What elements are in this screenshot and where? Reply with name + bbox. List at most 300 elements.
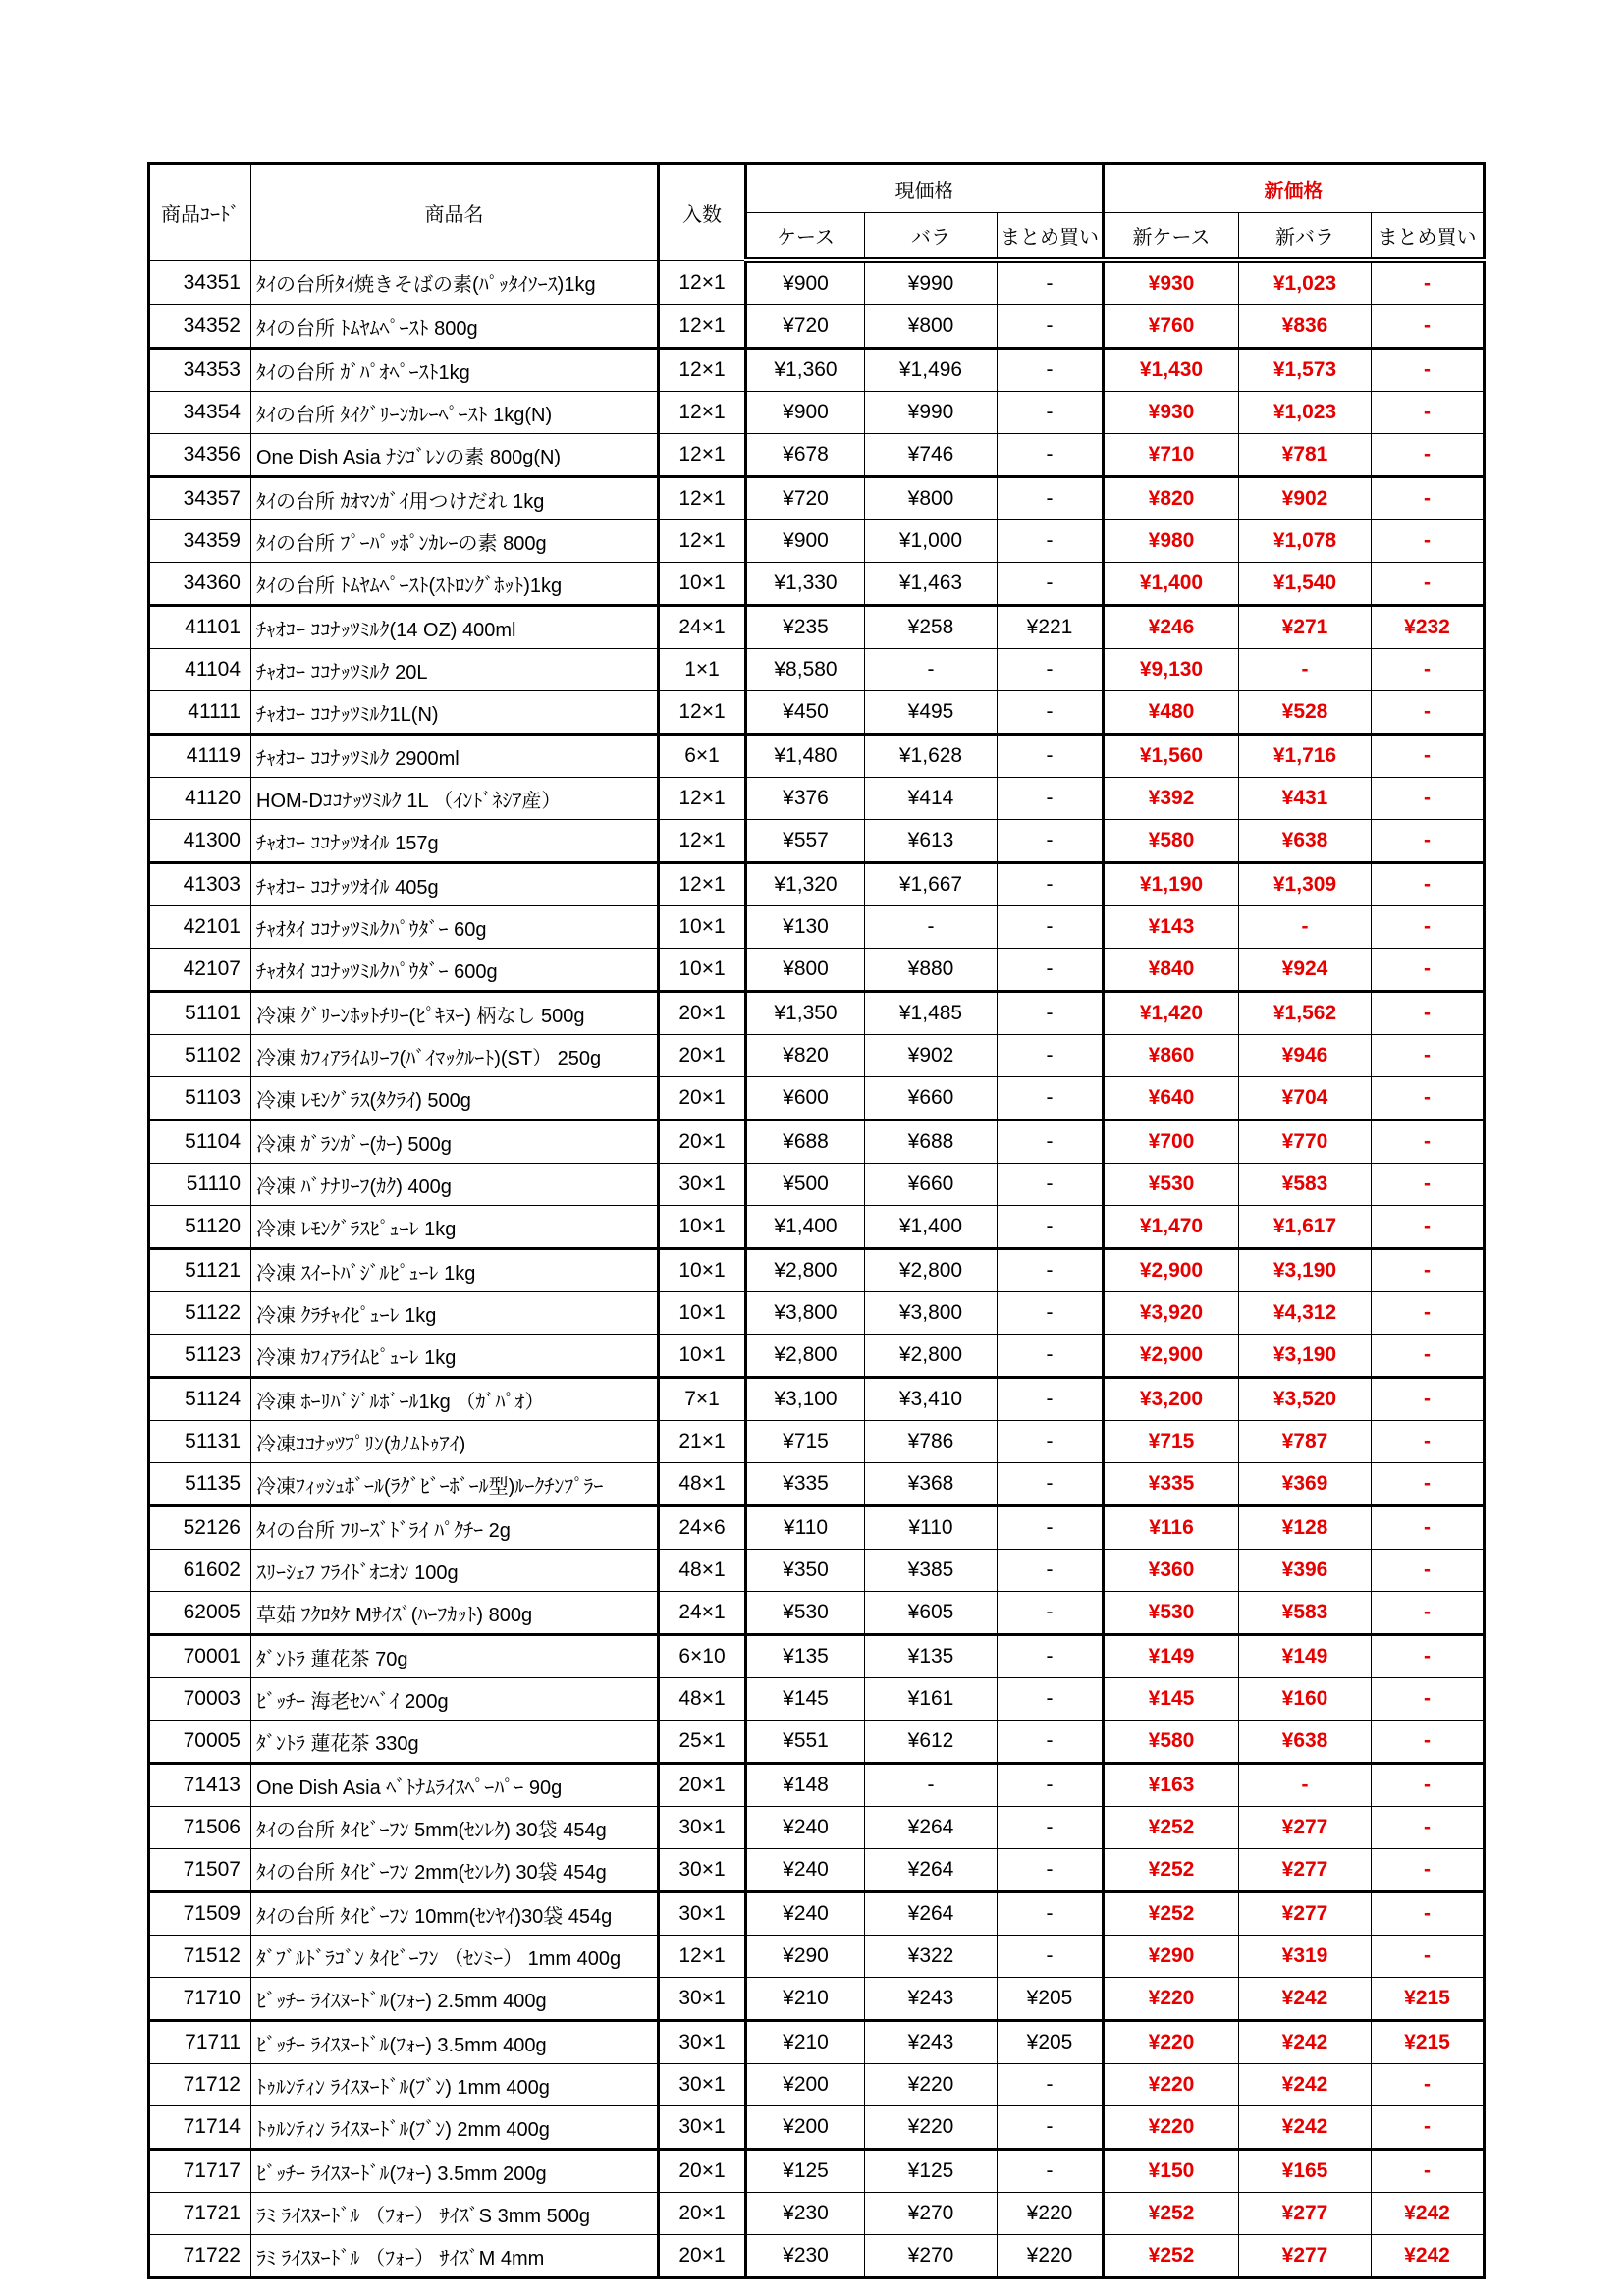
quantity-cell: 20×1 xyxy=(659,1035,746,1077)
header-new-bara: 新バラ xyxy=(1239,213,1372,261)
new-bara-price-cell: ¥528 xyxy=(1239,691,1372,735)
table-row xyxy=(149,1721,1485,1764)
quantity-cell: 10×1 xyxy=(659,563,746,606)
new-bara-price-cell: ¥638 xyxy=(1239,820,1372,863)
current-case-price-cell: ¥1,400 xyxy=(746,1206,865,1249)
current-bara-price-cell: ¥2,800 xyxy=(865,1249,998,1292)
table-row xyxy=(149,649,1485,691)
new-bara-price-cell: ¥1,716 xyxy=(1239,735,1372,778)
new-bara-price-cell: ¥4,312 xyxy=(1239,1292,1372,1335)
current-bulk-price-cell: - xyxy=(998,1849,1104,1892)
new-case-price-cell: ¥820 xyxy=(1104,477,1239,520)
new-case-price-cell: ¥930 xyxy=(1104,260,1239,305)
table-row xyxy=(149,863,1485,906)
table-row xyxy=(149,735,1485,778)
current-case-price-cell: ¥720 xyxy=(746,477,865,520)
quantity-cell: 12×1 xyxy=(659,349,746,392)
current-bulk-price-cell: - xyxy=(998,949,1104,992)
new-bara-price-cell: ¥396 xyxy=(1239,1550,1372,1592)
current-case-price-cell: ¥3,100 xyxy=(746,1378,865,1421)
table-row xyxy=(149,1807,1485,1849)
table-row xyxy=(149,606,1485,649)
current-bulk-price-cell: - xyxy=(998,1678,1104,1721)
table-row xyxy=(149,392,1485,434)
current-bulk-price-cell: - xyxy=(998,1936,1104,1978)
new-bara-price-cell: ¥902 xyxy=(1239,477,1372,520)
table-row xyxy=(149,1592,1485,1635)
new-bulk-price-cell: - xyxy=(1372,1936,1485,1978)
new-case-price-cell: ¥163 xyxy=(1104,1764,1239,1807)
current-bara-price-cell: - xyxy=(865,906,998,949)
new-case-price-cell: ¥1,560 xyxy=(1104,735,1239,778)
quantity-cell: 12×1 xyxy=(659,260,746,305)
current-bara-price-cell: ¥1,628 xyxy=(865,735,998,778)
current-case-price-cell: ¥715 xyxy=(746,1421,865,1463)
current-bulk-price-cell: - xyxy=(998,1721,1104,1764)
new-bulk-price-cell: - xyxy=(1372,992,1485,1035)
current-bulk-price-cell: - xyxy=(998,1892,1104,1936)
current-case-price-cell: ¥125 xyxy=(746,2150,865,2193)
new-case-price-cell: ¥360 xyxy=(1104,1550,1239,1592)
current-bulk-price-cell: - xyxy=(998,1764,1104,1807)
quantity-cell: 20×1 xyxy=(659,2193,746,2235)
current-case-price-cell: ¥148 xyxy=(746,1764,865,1807)
product-code-cell: 51123 xyxy=(149,1335,251,1378)
new-case-price-cell: ¥2,900 xyxy=(1104,1249,1239,1292)
table-row xyxy=(149,2106,1485,2150)
new-bulk-price-cell: - xyxy=(1372,1678,1485,1721)
new-case-price-cell: ¥715 xyxy=(1104,1421,1239,1463)
product-name-cell: ﾗﾐ ﾗｲｽﾇｰﾄﾞﾙ （ﾌｫｰ） ｻｲｽﾞM 4mm xyxy=(251,2235,659,2278)
quantity-cell: 48×1 xyxy=(659,1678,746,1721)
current-case-price-cell: ¥551 xyxy=(746,1721,865,1764)
product-name-cell: 冷凍 ｶﾌｨｱﾗｲﾑﾋﾟｭｰﾚ 1kg xyxy=(251,1335,659,1378)
new-bulk-price-cell: - xyxy=(1372,2064,1485,2106)
product-code-cell: 71717 xyxy=(149,2150,251,2193)
current-bara-price-cell: ¥1,667 xyxy=(865,863,998,906)
product-code-cell: 71507 xyxy=(149,1849,251,1892)
header-group-current-price: 現価格 xyxy=(746,164,1104,213)
product-name-cell: ﾁｬｵｺｰ ｺｺﾅｯﾂﾐﾙｸ(14 OZ) 400ml xyxy=(251,606,659,649)
product-code-cell: 62005 xyxy=(149,1592,251,1635)
table-row xyxy=(149,434,1485,477)
quantity-cell: 12×1 xyxy=(659,691,746,735)
new-bulk-price-cell: - xyxy=(1372,1206,1485,1249)
product-code-cell: 71512 xyxy=(149,1936,251,1978)
current-bulk-price-cell: - xyxy=(998,863,1104,906)
new-case-price-cell: ¥1,190 xyxy=(1104,863,1239,906)
new-bara-price-cell: ¥149 xyxy=(1239,1635,1372,1678)
current-bara-price-cell: ¥110 xyxy=(865,1506,998,1550)
new-case-price-cell: ¥116 xyxy=(1104,1506,1239,1550)
current-case-price-cell: ¥500 xyxy=(746,1164,865,1206)
current-case-price-cell: ¥450 xyxy=(746,691,865,735)
new-bara-price-cell: ¥242 xyxy=(1239,2021,1372,2064)
new-case-price-cell: ¥220 xyxy=(1104,2106,1239,2150)
new-case-price-cell: ¥220 xyxy=(1104,2064,1239,2106)
current-bara-price-cell: ¥264 xyxy=(865,1849,998,1892)
new-case-price-cell: ¥840 xyxy=(1104,949,1239,992)
product-name-cell: ﾁｬｵﾀｲ ｺｺﾅｯﾂﾐﾙｸﾊﾟｳﾀﾞｰ 60g xyxy=(251,906,659,949)
product-name-cell: 冷凍 ｶﾌｨｱﾗｲﾑﾘｰﾌ(ﾊﾞｲﾏｯｸﾙｰﾄ)(ST） 250g xyxy=(251,1035,659,1077)
new-bulk-price-cell: - xyxy=(1372,1849,1485,1892)
new-bara-price-cell: ¥1,078 xyxy=(1239,520,1372,563)
current-case-price-cell: ¥530 xyxy=(746,1592,865,1635)
new-bara-price-cell: ¥1,562 xyxy=(1239,992,1372,1035)
new-bara-price-cell: ¥1,023 xyxy=(1239,260,1372,305)
product-code-cell: 34360 xyxy=(149,563,251,606)
new-case-price-cell: ¥860 xyxy=(1104,1035,1239,1077)
current-bara-price-cell: ¥368 xyxy=(865,1463,998,1506)
quantity-cell: 20×1 xyxy=(659,1077,746,1121)
table-row xyxy=(149,820,1485,863)
quantity-cell: 24×1 xyxy=(659,1592,746,1635)
product-name-cell: ﾀｲの台所 ﾌﾘｰｽﾞﾄﾞﾗｲ ﾊﾟｸﾁｰ 2g xyxy=(251,1506,659,1550)
table-row xyxy=(149,1978,1485,2021)
current-bara-price-cell: ¥605 xyxy=(865,1592,998,1635)
current-bulk-price-cell: - xyxy=(998,992,1104,1035)
product-name-cell: ﾁｬｵﾀｲ ｺｺﾅｯﾂﾐﾙｸﾊﾟｳﾀﾞｰ 600g xyxy=(251,949,659,992)
current-case-price-cell: ¥350 xyxy=(746,1550,865,1592)
current-case-price-cell: ¥1,360 xyxy=(746,349,865,392)
current-bulk-price-cell: ¥205 xyxy=(998,2021,1104,2064)
current-bara-price-cell: ¥660 xyxy=(865,1077,998,1121)
new-bara-price-cell: ¥319 xyxy=(1239,1936,1372,1978)
product-code-cell: 51103 xyxy=(149,1077,251,1121)
current-bara-price-cell: ¥243 xyxy=(865,1978,998,2021)
current-bulk-price-cell: - xyxy=(998,1121,1104,1164)
new-bara-price-cell: - xyxy=(1239,649,1372,691)
new-bulk-price-cell: - xyxy=(1372,649,1485,691)
product-name-cell: 冷凍 ｸﾞﾘｰﾝﾎｯﾄﾁﾘｰ(ﾋﾟｷﾇｰ) 柄なし 500g xyxy=(251,992,659,1035)
table-row xyxy=(149,992,1485,1035)
current-bulk-price-cell: - xyxy=(998,1592,1104,1635)
new-bulk-price-cell: - xyxy=(1372,434,1485,477)
current-case-price-cell: ¥376 xyxy=(746,778,865,820)
product-code-cell: 41111 xyxy=(149,691,251,735)
product-name-cell: 冷凍ｺｺﾅｯﾂﾌﾟﾘﾝ(ｶﾉﾑﾄｩｱｲ) xyxy=(251,1421,659,1463)
current-case-price-cell: ¥335 xyxy=(746,1463,865,1506)
new-bara-price-cell: ¥3,190 xyxy=(1239,1335,1372,1378)
current-bulk-price-cell: - xyxy=(998,260,1104,305)
current-case-price-cell: ¥688 xyxy=(746,1121,865,1164)
product-code-cell: 41104 xyxy=(149,649,251,691)
new-bara-price-cell: ¥369 xyxy=(1239,1463,1372,1506)
new-bulk-price-cell: - xyxy=(1372,260,1485,305)
quantity-cell: 10×1 xyxy=(659,906,746,949)
new-case-price-cell: ¥252 xyxy=(1104,1807,1239,1849)
quantity-cell: 10×1 xyxy=(659,1335,746,1378)
table-row xyxy=(149,349,1485,392)
new-bara-price-cell: - xyxy=(1239,906,1372,949)
new-case-price-cell: ¥480 xyxy=(1104,691,1239,735)
table-row xyxy=(149,1164,1485,1206)
current-bara-price-cell: ¥220 xyxy=(865,2106,998,2150)
current-case-price-cell: ¥8,580 xyxy=(746,649,865,691)
new-bara-price-cell: ¥242 xyxy=(1239,2064,1372,2106)
quantity-cell: 30×1 xyxy=(659,1849,746,1892)
product-name-cell: ﾋﾞｯﾁｰ 海老ｾﾝﾍﾞｲ 200g xyxy=(251,1678,659,1721)
table-row xyxy=(149,563,1485,606)
new-bara-price-cell: ¥638 xyxy=(1239,1721,1372,1764)
new-bulk-price-cell: ¥215 xyxy=(1372,1978,1485,2021)
product-code-cell: 34356 xyxy=(149,434,251,477)
header-product-code: 商品ｺｰﾄﾞ xyxy=(149,164,251,261)
product-name-cell: 冷凍 ﾊﾞﾅﾅﾘｰﾌ(ｶｸ) 400g xyxy=(251,1164,659,1206)
new-bara-price-cell: ¥924 xyxy=(1239,949,1372,992)
current-bara-price-cell: ¥613 xyxy=(865,820,998,863)
table-row xyxy=(149,906,1485,949)
new-bara-price-cell: ¥277 xyxy=(1239,1892,1372,1936)
header-new-bulk-buy: まとめ買い xyxy=(1372,213,1485,261)
new-bulk-price-cell: - xyxy=(1372,1335,1485,1378)
new-case-price-cell: ¥1,400 xyxy=(1104,563,1239,606)
header-bara: バラ xyxy=(865,213,998,261)
quantity-cell: 25×1 xyxy=(659,1721,746,1764)
current-bara-price-cell: ¥322 xyxy=(865,1936,998,1978)
product-code-cell: 71711 xyxy=(149,2021,251,2064)
product-name-cell: ﾀｲの台所 ﾄﾑﾔﾑﾍﾟｰｽﾄ(ｽﾄﾛﾝｸﾞﾎｯﾄ)1kg xyxy=(251,563,659,606)
current-case-price-cell: ¥135 xyxy=(746,1635,865,1678)
table-row xyxy=(149,1121,1485,1164)
current-bulk-price-cell: - xyxy=(998,1421,1104,1463)
current-bara-price-cell: ¥688 xyxy=(865,1121,998,1164)
new-bulk-price-cell: - xyxy=(1372,2106,1485,2150)
product-code-cell: 71712 xyxy=(149,2064,251,2106)
table-row xyxy=(149,1378,1485,1421)
quantity-cell: 6×1 xyxy=(659,735,746,778)
product-code-cell: 51104 xyxy=(149,1121,251,1164)
product-name-cell: 冷凍 ｶﾞﾗﾝｶﾞｰ(ｶｰ) 500g xyxy=(251,1121,659,1164)
current-bara-price-cell: ¥1,400 xyxy=(865,1206,998,1249)
new-bulk-price-cell: ¥232 xyxy=(1372,606,1485,649)
new-bara-price-cell: ¥277 xyxy=(1239,2235,1372,2278)
new-bara-price-cell: ¥277 xyxy=(1239,2193,1372,2235)
current-bulk-price-cell: - xyxy=(998,434,1104,477)
current-bulk-price-cell: ¥221 xyxy=(998,606,1104,649)
new-case-price-cell: ¥145 xyxy=(1104,1678,1239,1721)
current-case-price-cell: ¥240 xyxy=(746,1892,865,1936)
new-bulk-price-cell: - xyxy=(1372,820,1485,863)
current-bara-price-cell: ¥135 xyxy=(865,1635,998,1678)
current-bara-price-cell: ¥243 xyxy=(865,2021,998,2064)
quantity-cell: 6×10 xyxy=(659,1635,746,1678)
new-bara-price-cell: ¥583 xyxy=(1239,1164,1372,1206)
product-name-cell: ﾀｲの台所 ﾀｲﾋﾞｰﾌﾝ 2mm(ｾﾝﾚｸ) 30袋 454g xyxy=(251,1849,659,1892)
quantity-cell: 30×1 xyxy=(659,1164,746,1206)
current-bara-price-cell: ¥385 xyxy=(865,1550,998,1592)
new-bulk-price-cell: - xyxy=(1372,949,1485,992)
header-bulk-buy: まとめ買い xyxy=(998,213,1104,261)
new-bara-price-cell: ¥165 xyxy=(1239,2150,1372,2193)
product-name-cell: ﾁｬｵｺｰ ｺｺﾅｯﾂｵｲﾙ 405g xyxy=(251,863,659,906)
new-case-price-cell: ¥246 xyxy=(1104,606,1239,649)
current-bulk-price-cell: - xyxy=(998,1506,1104,1550)
new-bulk-price-cell: - xyxy=(1372,520,1485,563)
new-case-price-cell: ¥149 xyxy=(1104,1635,1239,1678)
product-name-cell: ﾀｲの台所 ｶﾞﾊﾟｵﾍﾟｰｽﾄ1kg xyxy=(251,349,659,392)
new-case-price-cell: ¥640 xyxy=(1104,1077,1239,1121)
current-case-price-cell: ¥720 xyxy=(746,305,865,349)
product-code-cell: 34357 xyxy=(149,477,251,520)
current-bulk-price-cell: - xyxy=(998,1249,1104,1292)
product-name-cell: 冷凍 ｽｲｰﾄﾊﾞｼﾞﾙﾋﾟｭｰﾚ 1kg xyxy=(251,1249,659,1292)
new-case-price-cell: ¥2,900 xyxy=(1104,1335,1239,1378)
new-case-price-cell: ¥143 xyxy=(1104,906,1239,949)
product-name-cell: ﾗﾐ ﾗｲｽﾇｰﾄﾞﾙ （ﾌｫｰ） ｻｲｽﾞS 3mm 500g xyxy=(251,2193,659,2235)
quantity-cell: 30×1 xyxy=(659,2021,746,2064)
new-bara-price-cell: ¥242 xyxy=(1239,2106,1372,2150)
header-group-new-price: 新価格 xyxy=(1104,164,1485,213)
current-bulk-price-cell: ¥220 xyxy=(998,2193,1104,2235)
product-name-cell: 冷凍 ﾚﾓﾝｸﾞﾗｽ(ﾀｸﾗｲ) 500g xyxy=(251,1077,659,1121)
new-bara-price-cell: ¥431 xyxy=(1239,778,1372,820)
quantity-cell: 10×1 xyxy=(659,1292,746,1335)
current-case-price-cell: ¥2,800 xyxy=(746,1249,865,1292)
current-case-price-cell: ¥110 xyxy=(746,1506,865,1550)
new-bulk-price-cell: - xyxy=(1372,1892,1485,1936)
new-bara-price-cell: ¥128 xyxy=(1239,1506,1372,1550)
quantity-cell: 30×1 xyxy=(659,2106,746,2150)
table-row xyxy=(149,1463,1485,1506)
product-code-cell: 51121 xyxy=(149,1249,251,1292)
new-bulk-price-cell: - xyxy=(1372,863,1485,906)
product-code-cell: 70005 xyxy=(149,1721,251,1764)
current-case-price-cell: ¥800 xyxy=(746,949,865,992)
quantity-cell: 12×1 xyxy=(659,520,746,563)
current-bulk-price-cell: - xyxy=(998,392,1104,434)
product-name-cell: ﾀｲの台所 ﾀｲﾋﾞｰﾌﾝ 5mm(ｾﾝﾚｸ) 30袋 454g xyxy=(251,1807,659,1849)
new-bara-price-cell: - xyxy=(1239,1764,1372,1807)
current-bara-price-cell: ¥660 xyxy=(865,1164,998,1206)
product-name-cell: ｽﾘｰｼｪﾌ ﾌﾗｲﾄﾞｵﾆｵﾝ 100g xyxy=(251,1550,659,1592)
current-case-price-cell: ¥900 xyxy=(746,392,865,434)
new-bulk-price-cell: - xyxy=(1372,1035,1485,1077)
new-bara-price-cell: ¥946 xyxy=(1239,1035,1372,1077)
current-bara-price-cell: ¥414 xyxy=(865,778,998,820)
quantity-cell: 20×1 xyxy=(659,1764,746,1807)
current-bara-price-cell: ¥800 xyxy=(865,477,998,520)
quantity-cell: 24×6 xyxy=(659,1506,746,1550)
product-code-cell: 51101 xyxy=(149,992,251,1035)
new-bulk-price-cell: - xyxy=(1372,1764,1485,1807)
new-case-price-cell: ¥700 xyxy=(1104,1121,1239,1164)
new-bara-price-cell: ¥1,540 xyxy=(1239,563,1372,606)
table-header xyxy=(149,164,1485,261)
product-name-cell: 冷凍 ﾎｰﾘﾊﾞｼﾞﾙﾎﾞｰﾙ1kg （ｶﾞﾊﾟｵ） xyxy=(251,1378,659,1421)
quantity-cell: 12×1 xyxy=(659,820,746,863)
product-name-cell: 冷凍 ﾚﾓﾝｸﾞﾗｽﾋﾟｭｰﾚ 1kg xyxy=(251,1206,659,1249)
current-bulk-price-cell: - xyxy=(998,820,1104,863)
current-case-price-cell: ¥290 xyxy=(746,1936,865,1978)
new-case-price-cell: ¥580 xyxy=(1104,820,1239,863)
product-name-cell: ﾁｬｵｺｰ ｺｺﾅｯﾂﾐﾙｸ 20L xyxy=(251,649,659,691)
current-bara-price-cell: ¥264 xyxy=(865,1807,998,1849)
product-name-cell: ﾀﾞﾝﾄﾗ 蓮花茶 330g xyxy=(251,1721,659,1764)
quantity-cell: 20×1 xyxy=(659,2235,746,2278)
new-case-price-cell: ¥930 xyxy=(1104,392,1239,434)
table-row xyxy=(149,691,1485,735)
product-code-cell: 34352 xyxy=(149,305,251,349)
quantity-cell: 10×1 xyxy=(659,1206,746,1249)
table-row xyxy=(149,1764,1485,1807)
product-code-cell: 52126 xyxy=(149,1506,251,1550)
product-code-cell: 42101 xyxy=(149,906,251,949)
current-bara-price-cell: ¥258 xyxy=(865,606,998,649)
current-bulk-price-cell: - xyxy=(998,1635,1104,1678)
table-row xyxy=(149,2021,1485,2064)
current-case-price-cell: ¥235 xyxy=(746,606,865,649)
product-code-cell: 71714 xyxy=(149,2106,251,2150)
current-bulk-price-cell: - xyxy=(998,1378,1104,1421)
quantity-cell: 12×1 xyxy=(659,392,746,434)
quantity-cell: 48×1 xyxy=(659,1463,746,1506)
current-bulk-price-cell: - xyxy=(998,305,1104,349)
product-code-cell: 41300 xyxy=(149,820,251,863)
quantity-cell: 12×1 xyxy=(659,477,746,520)
new-bulk-price-cell: - xyxy=(1372,477,1485,520)
product-name-cell: ﾋﾞｯﾁｰ ﾗｲｽﾇｰﾄﾞﾙ(ﾌｫｰ) 3.5mm 400g xyxy=(251,2021,659,2064)
table-row xyxy=(149,1678,1485,1721)
new-bara-price-cell: ¥277 xyxy=(1239,1807,1372,1849)
product-name-cell: One Dish Asia ﾅｼｺﾞﾚﾝの素 800g(N) xyxy=(251,434,659,477)
product-code-cell: 71413 xyxy=(149,1764,251,1807)
current-case-price-cell: ¥240 xyxy=(746,1849,865,1892)
table-row xyxy=(149,1550,1485,1592)
new-case-price-cell: ¥335 xyxy=(1104,1463,1239,1506)
current-case-price-cell: ¥600 xyxy=(746,1077,865,1121)
new-case-price-cell: ¥220 xyxy=(1104,2021,1239,2064)
new-bulk-price-cell: ¥215 xyxy=(1372,2021,1485,2064)
current-bulk-price-cell: - xyxy=(998,520,1104,563)
product-name-cell: ﾀﾞﾌﾞﾙﾄﾞﾗｺﾞﾝ ﾀｲﾋﾞｰﾌﾝ （ｾﾝﾐｰ） 1mm 400g xyxy=(251,1936,659,1978)
current-bulk-price-cell: ¥220 xyxy=(998,2235,1104,2278)
current-case-price-cell: ¥200 xyxy=(746,2064,865,2106)
current-bara-price-cell: ¥220 xyxy=(865,2064,998,2106)
current-bara-price-cell: ¥3,800 xyxy=(865,1292,998,1335)
quantity-cell: 12×1 xyxy=(659,1936,746,1978)
quantity-cell: 7×1 xyxy=(659,1378,746,1421)
product-name-cell: ﾋﾞｯﾁｰ ﾗｲｽﾇｰﾄﾞﾙ(ﾌｫｰ) 3.5mm 200g xyxy=(251,2150,659,2193)
current-bulk-price-cell: - xyxy=(998,649,1104,691)
table-row xyxy=(149,1206,1485,1249)
table-row xyxy=(149,1635,1485,1678)
product-name-cell: ﾁｬｵｺｰ ｺｺﾅｯﾂﾐﾙｸ1L(N) xyxy=(251,691,659,735)
current-bara-price-cell: ¥1,463 xyxy=(865,563,998,606)
new-bara-price-cell: ¥242 xyxy=(1239,1978,1372,2021)
product-code-cell: 34354 xyxy=(149,392,251,434)
product-name-cell: ﾀｲの台所ﾀｲ焼きそばの素(ﾊﾟｯﾀｲｿｰｽ)1kg xyxy=(251,260,659,305)
product-code-cell: 71509 xyxy=(149,1892,251,1936)
current-bulk-price-cell: - xyxy=(998,1335,1104,1378)
new-bulk-price-cell: - xyxy=(1372,1635,1485,1678)
current-case-price-cell: ¥1,350 xyxy=(746,992,865,1035)
price-table-rows xyxy=(149,260,1485,2278)
current-bulk-price-cell: - xyxy=(998,1550,1104,1592)
current-case-price-cell: ¥820 xyxy=(746,1035,865,1077)
new-case-price-cell: ¥1,420 xyxy=(1104,992,1239,1035)
new-bulk-price-cell: - xyxy=(1372,1592,1485,1635)
quantity-cell: 20×1 xyxy=(659,2150,746,2193)
new-case-price-cell: ¥710 xyxy=(1104,434,1239,477)
quantity-cell: 20×1 xyxy=(659,1121,746,1164)
quantity-cell: 12×1 xyxy=(659,305,746,349)
product-code-cell: 71722 xyxy=(149,2235,251,2278)
product-code-cell: 71506 xyxy=(149,1807,251,1849)
quantity-cell: 1×1 xyxy=(659,649,746,691)
current-bulk-price-cell: - xyxy=(998,2064,1104,2106)
table-row xyxy=(149,1506,1485,1550)
